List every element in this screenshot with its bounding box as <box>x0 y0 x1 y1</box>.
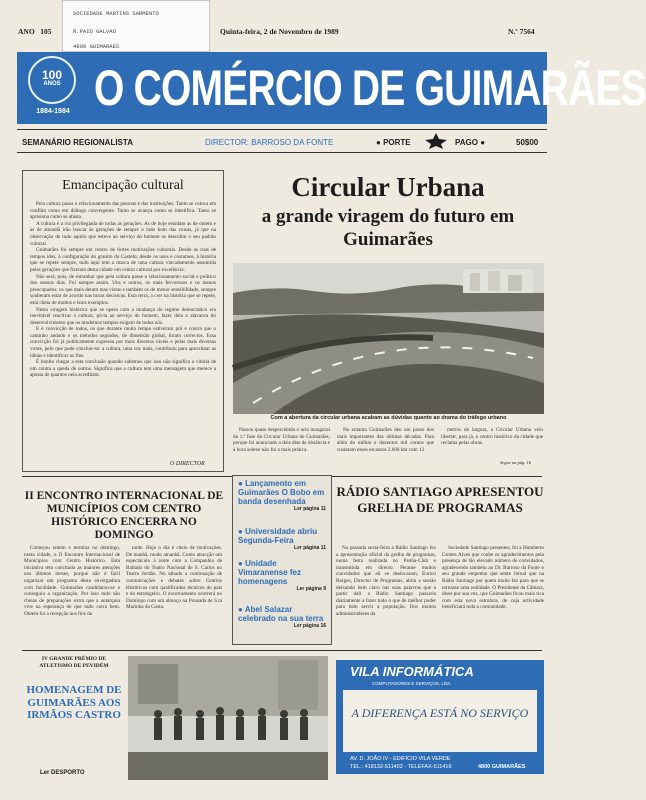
index-list <box>238 479 326 635</box>
encontro-column-2: tarde. Hoje o dia é cheio de motivações. De manhã, modo amanhã. Como atracção um espectáculo à noite com a Companhia de Bailado do Teatro Nacional de S. Carlos no Teatro Jordão. No sábado a continuação de comunicações e debates sobre Centros Históricos com qualificados técnicos do país e do estrangeiro. O encerramento ocorrerá no Domingo com um almoço na Pousada de S.ta Marinha da Costa. <box>126 545 222 611</box>
continued-link[interactable]: Segue na pág. 16 <box>500 460 531 465</box>
index-item[interactable]: ● Abel Salazar celebrado na sua terra Ler página 16 <box>238 605 326 629</box>
sports-kicker: IV GRANDE PRÉMIO DE ATLETISMO DE PEVIDÉM <box>39 656 109 669</box>
advert-address: AV. D. JOÃO IV - EDIFÍCIO VILA VERDE <box>350 756 451 762</box>
photo-caption: Com a abertura da circular urbana acabam as dúvidas quanto ao drama do tráfego urbano <box>270 415 507 421</box>
radio-heading: RÁDIO SANTIAGO APRESENTOU GRELHA DE PROGRAMAS <box>336 484 544 515</box>
lead-column-3: metros de largura, a Circular Urbana veio libertar, para já, o centro histórico da cidade que reclama pelas obras. <box>441 427 543 447</box>
index-item[interactable]: ● Universidade abriu Segunda-Feira Ler página 11 <box>238 527 326 551</box>
director-credit: DIRECTOR: BARROSO DA FONTE <box>205 138 334 147</box>
issue-date: Quinta-feira, 2 de Novembro de 1989 <box>220 27 339 36</box>
centenary-seal: 100 ANOS <box>28 56 76 104</box>
address-line-1: SOCIEDADE MARTINS SARMENTO <box>73 10 159 17</box>
year-label: ANO 105 <box>18 27 52 36</box>
editorial-text: Pela cultura passa o relacionamento das pessoas e das instituições. Tanto se coloca em conflito como em diálogo convergente. Tanto se avança como se identifica. Tanto se aprisiona como se afasta. A cultura é a via privilegiada de todas as gerações. As de hoje estudam as de ontem e as de amanhã irão buscar às gerações de sempre o lado bom das coisas, já que na observação de tudo aquilo que esteve ao serviço do homem se descobre o seu padrão cultural. Guimarães foi sempre um centro de fortes motivações culturais. Desde as ruas de tempos idos, à configuração do granito do Castelo; desde os usos e costumes, à história que se repete sempre, tudo aqui tem a marca de uma cultura vincadamente assumida pelas gerações que fizeram desta cidade um centro cultural por excelência. Não será, pois, de estranhar que pela cultura passe o relacionamento social e político dos nossos dias. Foi sempre assim. Uns e outros, os mais fervorosos e os menos preocupados; os que mais deram mas vistas e também os de menor sensibilidade, sempre souberam estar de acordo nas horas decisivas. Esta terra, a crer na história que se repete, está cheia de muitos e bons exemplos. Nesta viragem histórica que se opera com a mudança do regime democrático era inevitável reactivar a cultura, pô-la ao serviço do homem, fazer dela a alavanca do desenvolvimento que os modernos tempos exigem de todos nós. E é convicção de todos, os que durante muito tempo estiveram pró e contra que o caminho andado e os métodos seguidos, de dimensão global, foram correctos. Essa convicção foi já publicamente expressa por mais diversos níveis e pelas mais diversas vozes, pelo que pode concluir-se: a cultura, uma vez mais, contribuiu para aproximar as ideias e identificar os fins. É bonito chegar a esta conclusão quando sabemos que isso não significa a vitória de um contra a queda de outros. Significa que a cultura tem uma mensagem que merece a aposta de quantos nela acreditam. <box>30 201 216 379</box>
radio-column-2: Sociedade Santiago presentes, foi a Humberto Gomes Alves que coube os agradecimentos pela presença de tão elevado número de convidados, agradecendo também ao Dr. Barroso da Fonte o seu grande empenho que sente Jornal que na Rádio Santiago por quem muito fez para que se tornasse uma realidade. O Presidente da Câmara, disse por sua vez, que Guimarães ficou mais rica com esta nova estrutura, de cuja actividade beneficiará toda a comunidade. <box>442 545 544 611</box>
publication-type: SEMANÁRIO REGIONALISTA <box>22 138 133 147</box>
lead-subtitle: a grande viragem do futuro em Guimarães <box>261 206 515 250</box>
advert-slogan: A DIFERENÇA ESTÁ NO SERVIÇO <box>351 706 529 720</box>
road-photo <box>233 263 544 414</box>
index-item[interactable]: ● Unidade Vimaranense fez homenagens Ler página 9 <box>238 559 326 592</box>
seal-years: 1884-1984 <box>36 108 70 115</box>
editorial-signature: O DIRECTOR <box>170 461 205 467</box>
newspaper-title: O COMÉRCIO DE GUIMARÃES <box>94 60 646 116</box>
postage-logo-icon <box>423 132 449 150</box>
sports-heading: HOMENAGEM DE GUIMARÃES AOS IRMÃOS CASTRO <box>26 684 122 721</box>
advert-panel <box>343 690 537 752</box>
sports-page-link[interactable]: Ler DESPORTO <box>40 770 85 776</box>
index-item[interactable]: ● Lançamento em Guimarães O Bobo em banda desenhada Ler página 11 <box>238 479 326 512</box>
editorial-heading: Emancipação cultural <box>62 178 184 193</box>
address-line-3: 4800 GUIMARAES <box>73 43 120 50</box>
radio-column-1: Na passada sexta-feira a Rádio Santiago fez a apresentação oficial da grelha de programas, numa festa realizada no Penha-Club e transmitida em directo. Perante muitos convidados que ali se deslocaram, Eurico Borges, Director de Programas, abriu a sessão deixando bem claro nas suas palavras que a partir dali a Rádio Santiago passaria diariamente a fazer tudo o que de melhor puder para bem servir a população. Dos muitos administradores da <box>336 545 436 617</box>
postage-label: ● PORTE <box>376 138 411 147</box>
lead-column-2: No entanto Guimarães deu um passo dos mais importantes das últimas décadas. Para além do milhar e duzentos mil contos que custaram esses escassos 2.600 km com 12 <box>337 427 434 453</box>
paid-label: PAGO ● <box>455 138 486 147</box>
advert-contacts: TEL.: 418132-511402 - TELEFAX-511416 <box>350 764 452 770</box>
address-line-2: R.PAIO GALVAO <box>73 28 116 35</box>
lead-column-1: Passou quase despercebido o acto inaugural da 1.ª fase da Circular Urbana de Guimarães, porque foi anunciado a dois dias de distância e à hora solene não foi a mais prática. <box>233 427 330 453</box>
price: 50$00 <box>516 138 539 147</box>
advert-tagline: COMPUTADORES E SERVIÇOS, LDA. <box>372 681 452 686</box>
advert-city: 4800 GUIMARÃES <box>478 764 526 770</box>
encontro-column-1: Começou ontem e termina no domingo, nesta cidade, o II Encontro Internacional de Municípios com Centro Histórico. Esta iniciativa tem concitado as maiores atenções nos últimos meses, porque não é fácil organizar um programa desta envergadura com facilidade. Guimarães candidatou-se e conseguiu a organização. Por isso tudo são cheias de preparações extra que a autarquia vive na esperança de que tudo corra bem. Ontem foi a recepção aos fins da <box>24 545 120 617</box>
issue-number: N.º 7564 <box>508 27 535 36</box>
encontro-heading: II ENCONTRO INTERNACIONAL DE MUNICÍPIOS COM CENTRO HISTÓRICO ENCERRA NO DOMINGO <box>24 490 224 541</box>
athletes-photo <box>128 656 328 780</box>
lead-title: Circular Urbana <box>291 172 485 202</box>
address-label <box>62 0 210 52</box>
advert-brand: VILA INFORMÁTICA <box>350 664 474 679</box>
